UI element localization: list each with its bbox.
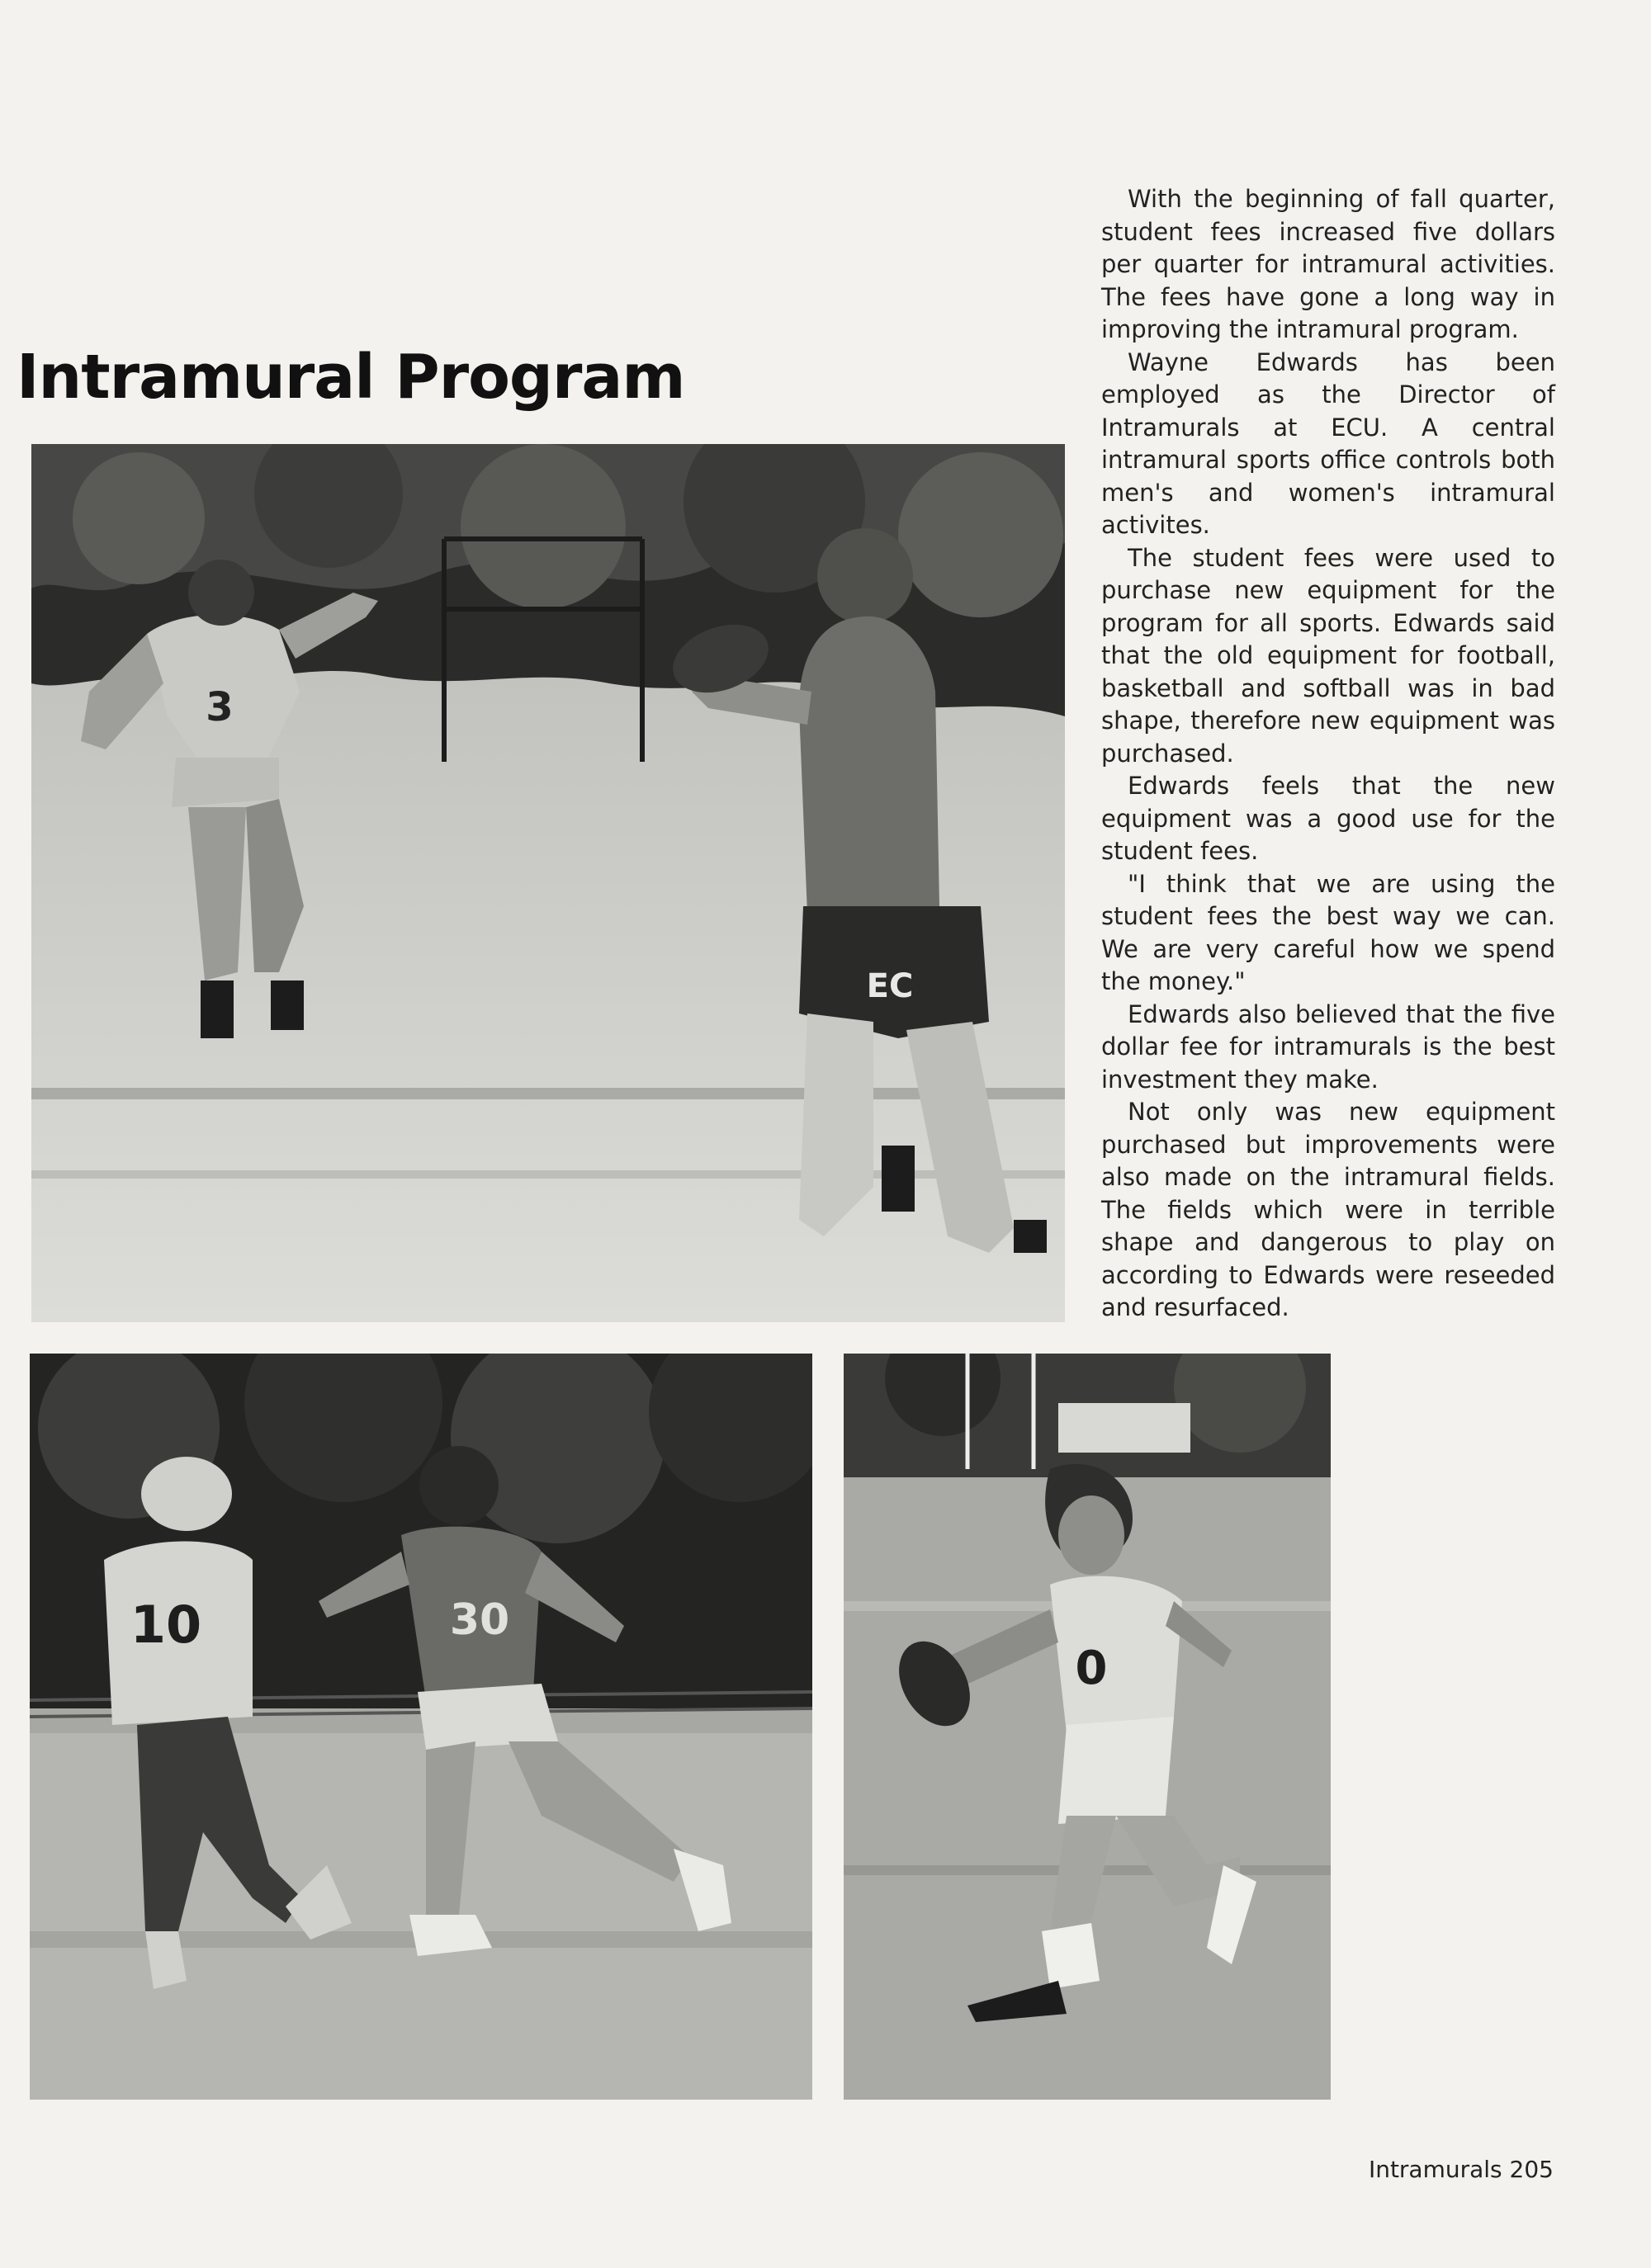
- page-folio: Intramurals 205: [1368, 2156, 1554, 2183]
- photo-flag-football-runner: [844, 1354, 1331, 2100]
- photo-flag-football-pursuit: [30, 1354, 812, 2100]
- photo-flag-football-catch: [31, 444, 1065, 1322]
- runner-jersey-number: 0: [1075, 1642, 1108, 1695]
- player-10-jersey-number: 10: [130, 1595, 202, 1655]
- player-30-jersey-number: 30: [449, 1595, 510, 1645]
- article-paragraph: Edwards also believed that the five dollar fee for intramurals is the best investment they make.: [1101, 999, 1555, 1094]
- article-paragraph: With the beginning of fall quarter, student fees increased five dollars per quarter for intramural activities. The fees have gone a long way in improving the intramural program.: [1101, 185, 1555, 343]
- photo-flag-football-runner-image: [844, 1354, 1331, 2100]
- article-body: [1101, 183, 1555, 1325]
- player-left-jersey-number: 3: [206, 684, 234, 730]
- article-paragraph: Edwards feels that the new equipment was a good use for the student fees.: [1101, 772, 1555, 865]
- photo-flag-football-pursuit-image: [30, 1354, 812, 2100]
- article-paragraph: "I think that we are using the student fees the best way we can. We are very careful how we spend the money.": [1101, 869, 1555, 995]
- page-title: Intramural Program: [17, 342, 685, 413]
- player-right-shorts-lettering: EC: [866, 967, 914, 1005]
- article-paragraph: Not only was new equipment purchased but improvements were also made on the intramural fields. The fields which were in terrible shape and dangerous to play on according to Edwards were reseeded and resurfaced.: [1101, 1098, 1555, 1321]
- photo-flag-football-catch-image: [31, 444, 1065, 1322]
- article-paragraph: Wayne Edwards has been employed as the Director of Intramurals at ECU. A central intramural sports office controls both men's and women's intramural activites.: [1101, 347, 1555, 539]
- article-paragraph: The student fees were used to purchase new equipment for the program for all sports. Edwards said that the old equipment for football, basketball and softball was in bad shape, therefore new equipment was purchased.: [1101, 543, 1555, 768]
